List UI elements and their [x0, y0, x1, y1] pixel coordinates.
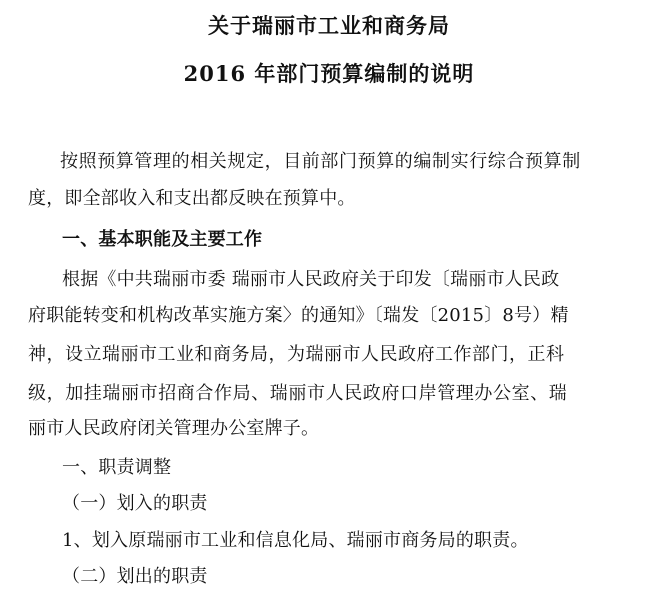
document-title-line-2: 2016 年部门预算编制的说明	[183, 61, 475, 86]
paragraph-intro-line-2: 度，即全部收入和支出都反映在预算中。	[28, 188, 356, 209]
paragraph-basis-line-5: 丽市人民政府闭关管理办公室牌子。	[28, 418, 320, 439]
paragraph-basis-line-4: 级，加挂瑞丽市招商合作局、瑞丽市人民政府口岸管理办公室、瑞	[28, 383, 568, 404]
paragraph-intro-line-1: 按照预算管理的相关规定，目前部门预算的编制实行综合预算制	[60, 151, 581, 172]
paragraph-basis-line-3: 神，设立瑞丽市工业和商务局，为瑞丽市人民政府工作部门，正科	[28, 344, 565, 365]
subheading-duties-transferred-out: （二）划出的职责	[62, 566, 208, 587]
document-title-line-1: 关于瑞丽市工业和商务局	[208, 13, 450, 38]
subheading-duty-adjustment: 一、职责调整	[62, 457, 172, 478]
section-heading-basic-functions: 一、基本职能及主要工作	[62, 229, 263, 250]
subheading-duties-transferred-in: （一）划入的职责	[62, 493, 208, 514]
paragraph-basis-line-2: 府职能转变和机构改革实施方案〉的通知》〔瑞发〔2015〕8号）精	[28, 305, 569, 326]
item-duties-transferred-in-1: 1、划入原瑞丽市工业和信息化局、瑞丽市商务局的职责。	[62, 530, 529, 551]
paragraph-basis-line-1: 根据《中共瑞丽市委 瑞丽市人民政府关于印发〔瑞丽市人民政	[62, 269, 560, 290]
